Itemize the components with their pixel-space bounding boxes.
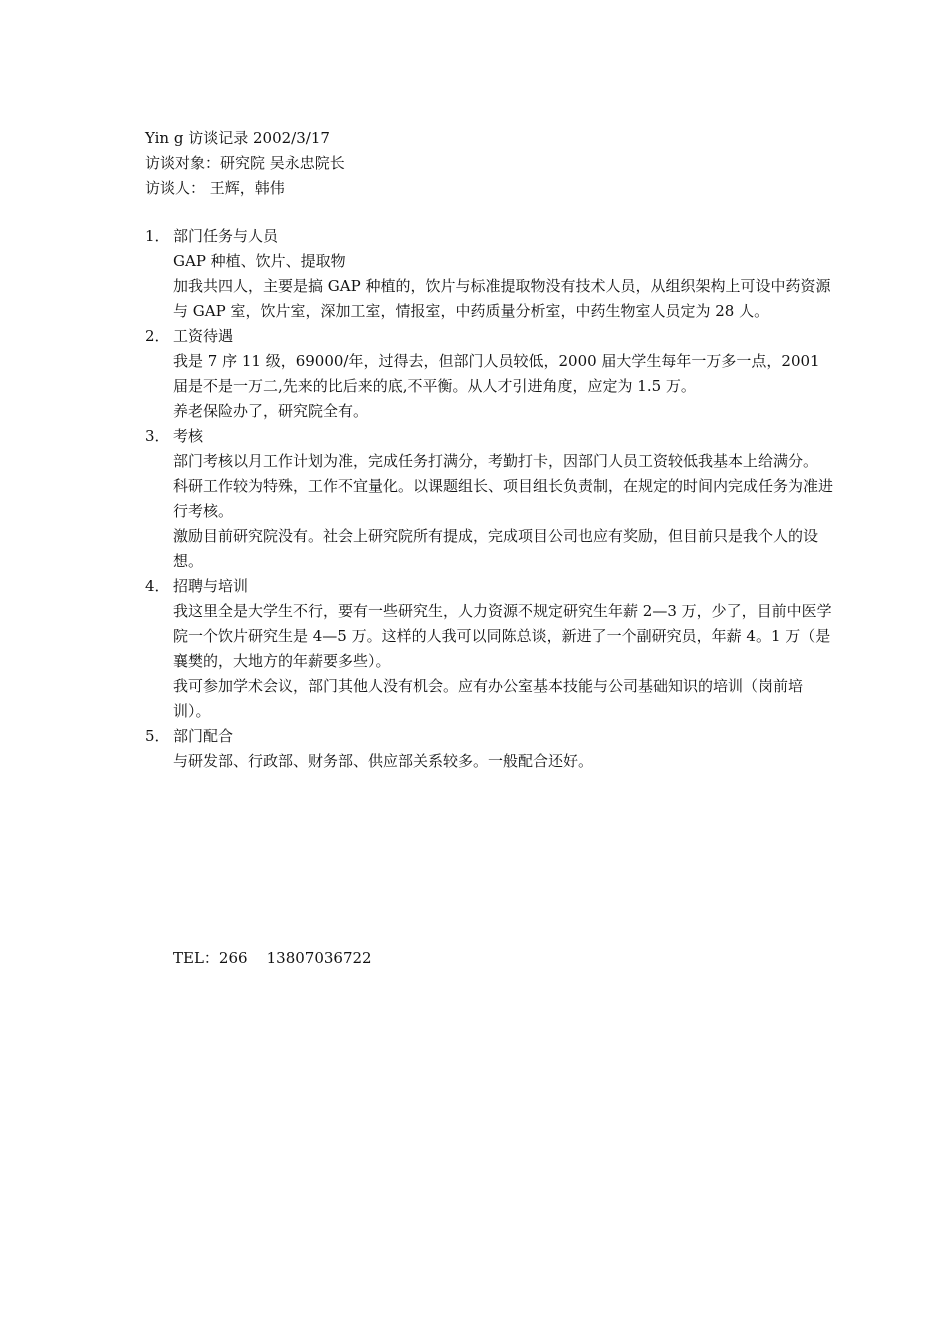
- interview-header: [145, 126, 825, 201]
- section-title: 工资待遇: [173, 327, 234, 345]
- section-heading: [145, 424, 835, 449]
- section-heading: [145, 224, 835, 249]
- section-number: 5．: [145, 727, 170, 745]
- section-salary: [145, 324, 835, 424]
- section-number: 2．: [145, 327, 170, 345]
- section-number: 4．: [145, 577, 170, 595]
- section-title: 招聘与培训: [173, 577, 249, 595]
- section-title: 考核: [173, 427, 204, 445]
- section-paragraph: 加我共四人，主要是搞 GAP 种植的，饮片与标准提取物没有技术人员，从组织架构上可设中药资源与 GAP 室，饮片室，深加工室，情报室，中药质量分析室，中药生物室人员定为 28 人。: [173, 277, 831, 320]
- section-assessment: [145, 424, 835, 574]
- section-heading: [145, 724, 835, 749]
- record-title-line: Yin g 访谈记录 2002/3/17: [145, 129, 330, 147]
- section-title: 部门配合: [173, 727, 234, 745]
- telephone-line: TEL：266 13807036722: [173, 949, 372, 967]
- section-list: [145, 224, 835, 774]
- section-paragraph: 与研发部、行政部、财务部、供应部关系较多。一般配合还好。: [173, 752, 594, 770]
- section-recruitment-training: [145, 574, 835, 724]
- section-paragraph: 我可参加学术会议，部门其他人没有机会。应有办公室基本技能与公司基础知识的培训（岗前培训）。: [173, 677, 804, 720]
- section-paragraph: 科研工作较为特殊，工作不宜量化。以课题组长、项目组长负责制，在规定的时间内完成任务为准进行考核。: [173, 477, 834, 520]
- section-cooperation: [145, 724, 835, 774]
- section-number: 1．: [145, 227, 170, 245]
- interviewee-line: 访谈对象：研究院 吴永忠院长: [145, 154, 345, 172]
- section-heading: [145, 574, 835, 599]
- interviewer-line: 访谈人： 王辉，韩伟: [145, 179, 285, 197]
- section-paragraph: 我是 7 序 11 级，69000/年，过得去，但部门人员较低，2000 届大学生每年一万多一点，2001 届是不是一万二,先来的比后来的底,不平衡。从人才引进角度，应定为 1.5 万。: [173, 352, 820, 395]
- section-paragraph: 养老保险办了，研究院全有。: [173, 402, 369, 420]
- section-title: 部门任务与人员: [173, 227, 279, 245]
- section-number: 3．: [145, 427, 170, 445]
- section-paragraph: GAP 种植、饮片、提取物: [173, 252, 346, 270]
- section-paragraph: 激励目前研究院没有。社会上研究院所有提成，完成项目公司也应有奖励，但目前只是我个人的设想。: [173, 527, 819, 570]
- section-department-tasks: [145, 224, 835, 324]
- section-paragraph: 部门考核以月工作计划为准，完成任务打满分，考勤打卡，因部门人员工资较低我基本上给满分。: [173, 452, 819, 470]
- section-paragraph: 我这里全是大学生不行，要有一些研究生，人力资源不规定研究生年薪 2—3 万，少了，目前中医学院一个饮片研究生是 4—5 万。这样的人我可以同陈总谈，新进了一个副研究员，年薪 4。1 万（是襄樊的，大地方的年薪要多些）。: [173, 602, 832, 670]
- section-heading: [145, 324, 835, 349]
